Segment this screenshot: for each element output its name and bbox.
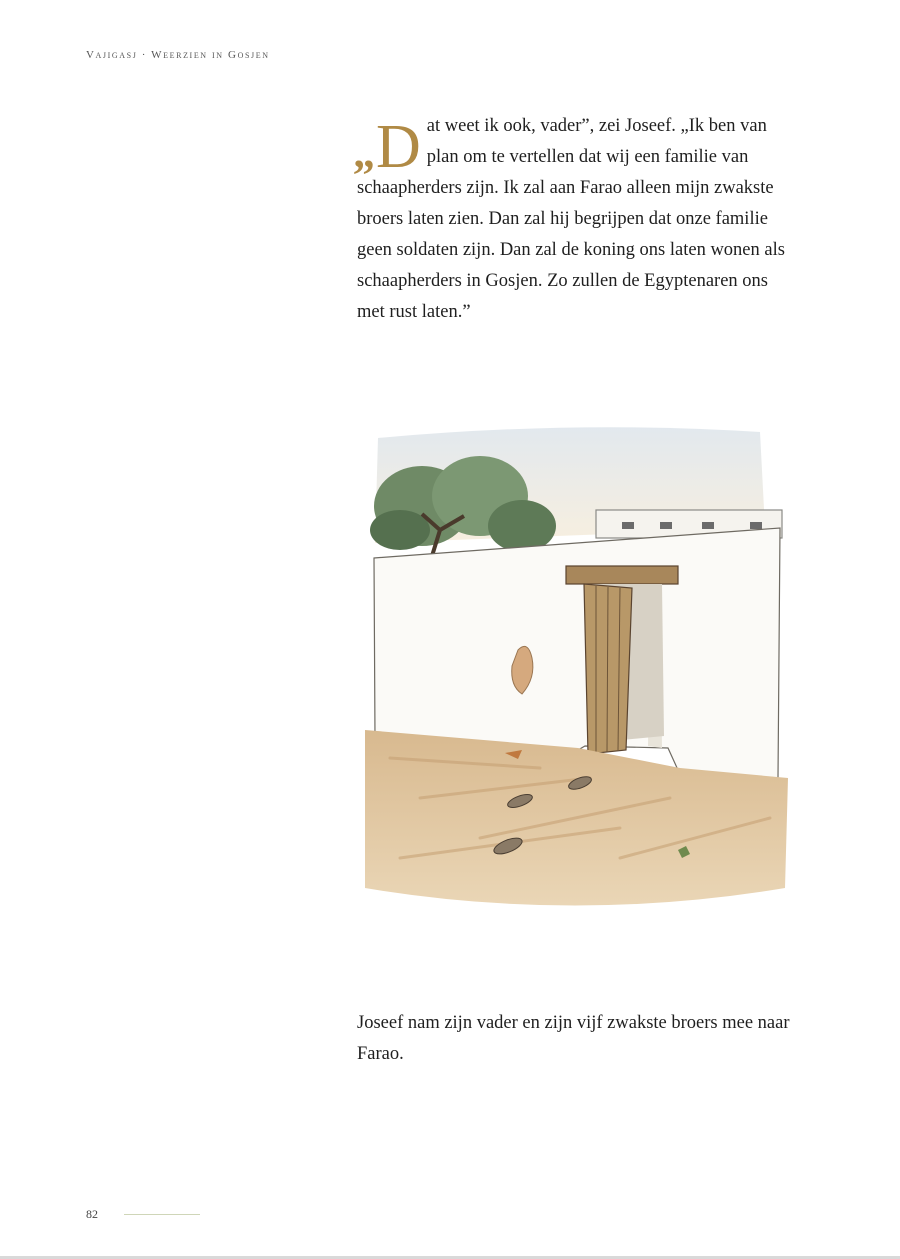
running-head: Vajigasj · Weerzien in Gosjen xyxy=(86,49,270,61)
drop-cap-quote: „ xyxy=(353,128,375,177)
courtyard-gate-illustration xyxy=(360,418,790,914)
footer-rule xyxy=(124,1214,200,1215)
door-lintel xyxy=(566,566,678,584)
paragraph-2-text: Joseef nam zijn vader en zijn vijf zwakste broers mee naar Farao. xyxy=(357,1013,790,1064)
page-number: 82 xyxy=(86,1207,98,1221)
drop-cap xyxy=(353,113,421,181)
paragraph-1-text: at weet ik ook, vader”, zei Joseef. „Ik ben van plan om te vertellen dat wij een familie van schaapherders zijn. Ik zal aan Farao alleen mijn zwakste broers laten zien. Dan zal hij begrijpen dat onze familie geen soldaten zijn. Dan zal de koning ons laten wonen als schaapherders in Gosjen. Zo zullen de Egyptenaren ons met rust laten.” xyxy=(357,116,785,322)
story-paragraph-1 xyxy=(353,111,797,328)
story-paragraph-2 xyxy=(357,1008,797,1070)
drop-cap-letter: D xyxy=(376,113,421,181)
